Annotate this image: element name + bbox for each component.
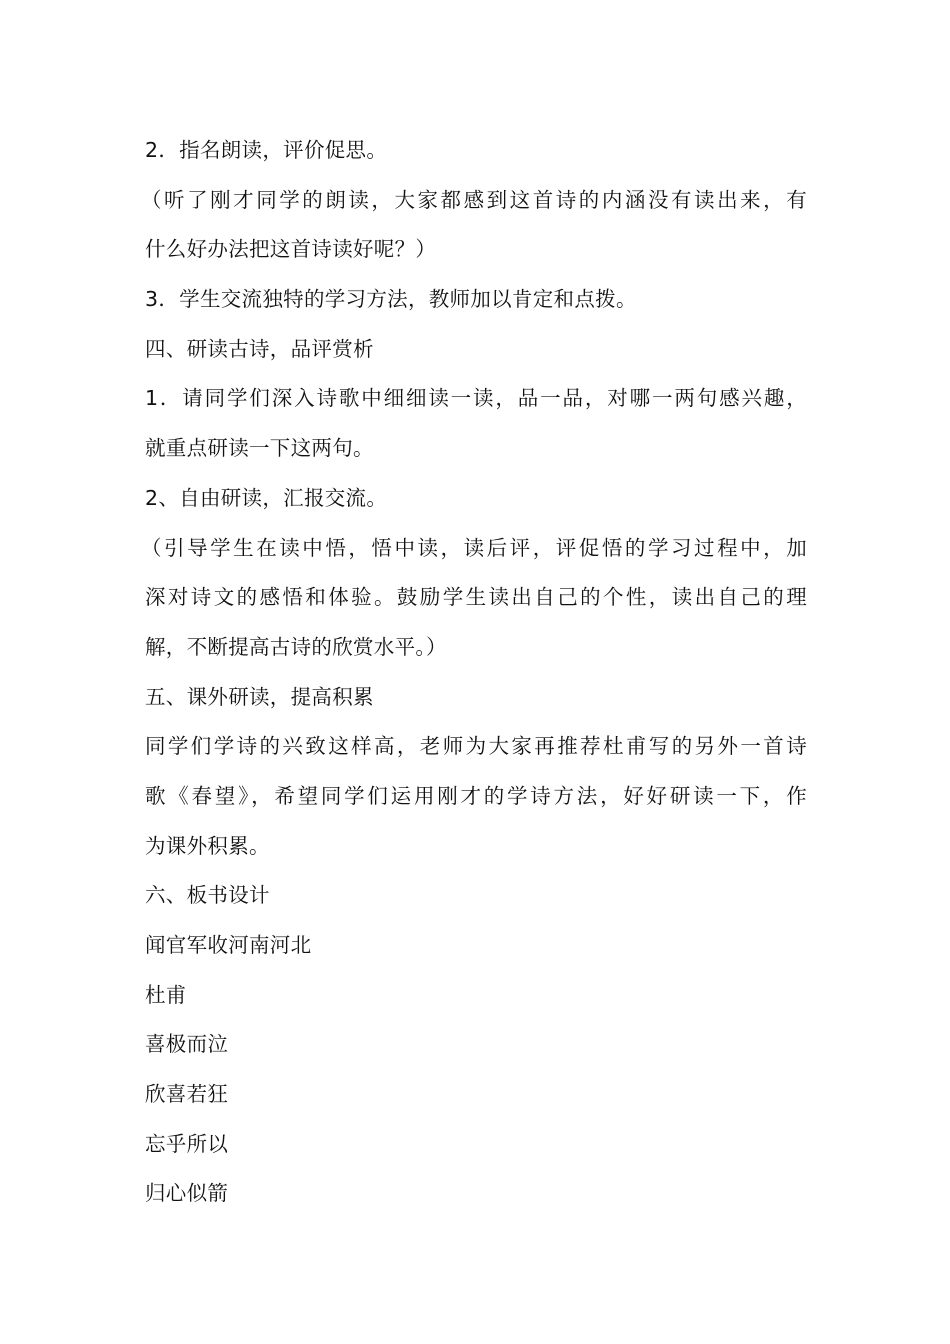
paragraph-line: 同学们学诗的兴致这样高，老师为大家再推荐杜甫写的另外一首诗 xyxy=(145,734,807,759)
section-heading: 六、板书设计 xyxy=(145,883,270,908)
paragraph-line: 歌《春望》，希望同学们运用刚才的学诗方法，好好研读一下，作 xyxy=(145,783,807,808)
paragraph-line: （引导学生在读中悟，悟中读，读后评，评促悟的学习过程中，加 xyxy=(141,535,807,560)
paragraph-line: 深对诗文的感悟和体验。鼓励学生读出自己的个性，读出自己的理 xyxy=(145,585,807,610)
board-item: 欣喜若狂 xyxy=(145,1082,229,1107)
board-author: 杜甫 xyxy=(145,982,187,1007)
paragraph-line: 就重点研读一下这两句。 xyxy=(145,436,374,461)
paragraph-line: 解，不断提高古诗的欣赏水平。） xyxy=(145,634,447,659)
paragraph-line: 什么好办法把这首诗读好呢？） xyxy=(145,237,437,262)
paragraph-line: 3．学生交流独特的学习方法，教师加以肯定和点拨。 xyxy=(145,287,637,312)
paragraph-line: 为课外积累。 xyxy=(145,833,270,858)
paragraph-line: 1．请同学们深入诗歌中细细读一读，品一品，对哪一两句感兴趣， xyxy=(145,386,807,411)
board-title: 闻官军收河南河北 xyxy=(145,933,312,957)
section-heading: 四、研读古诗，品评赏析 xyxy=(145,336,374,361)
board-item: 喜极而泣 xyxy=(145,1032,229,1057)
document-body xyxy=(141,126,807,1219)
board-item: 归心似箭 xyxy=(145,1181,229,1206)
paragraph-line: （听了刚才同学的朗读，大家都感到这首诗的内涵没有读出来，有 xyxy=(141,187,807,212)
section-heading: 五、课外研读，提高积累 xyxy=(145,684,374,709)
board-item: 忘乎所以 xyxy=(145,1131,229,1156)
paragraph-line: 2．指名朗读，评价促思。 xyxy=(145,138,388,162)
paragraph-line: 2、自由研读，汇报交流。 xyxy=(145,485,388,510)
